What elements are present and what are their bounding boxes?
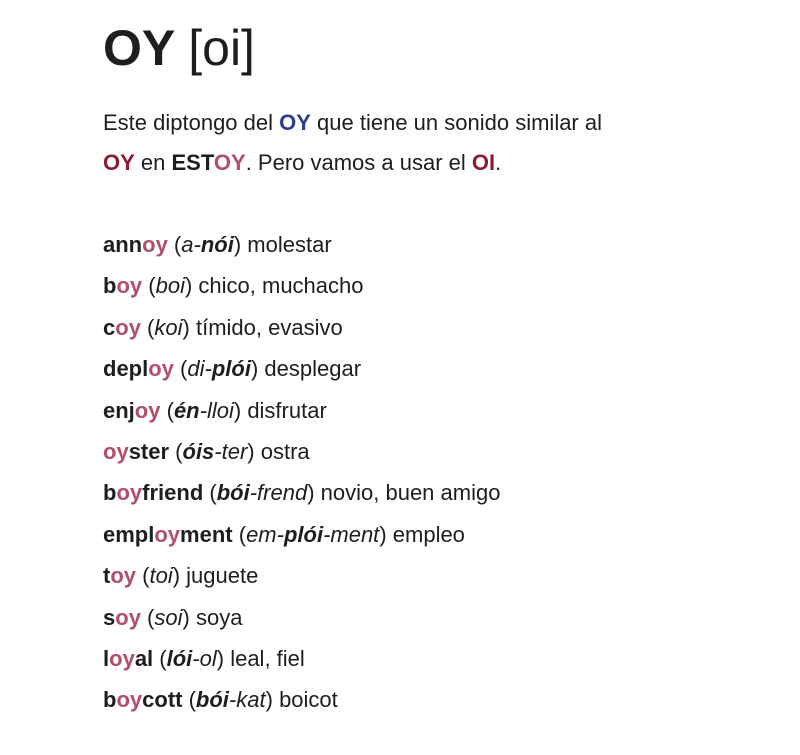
word-entry: loyal (lói-ol) leal, fiel — [103, 645, 305, 671]
syllable: a- — [181, 232, 201, 257]
stressed-syllable: én — [173, 397, 200, 423]
intro-highlight-oi: OI — [471, 150, 496, 175]
word-part-oy: oy — [110, 563, 137, 589]
syllable: -ol — [192, 645, 217, 671]
page-title — [103, 16, 255, 80]
stressed-syllable: plói — [211, 356, 251, 382]
syllable: -lloi — [199, 397, 234, 423]
word-part-oy: oy — [116, 687, 143, 713]
word-part: depl — [103, 356, 149, 382]
word-part-oy: oy — [109, 645, 135, 671]
word-part: cott — [142, 687, 183, 713]
stressed-syllable: lói — [166, 645, 193, 671]
word-part-oy: oy — [103, 438, 129, 464]
word-entry: oyster (óis-ter) ostra — [103, 438, 310, 464]
spanish-meaning: disfrutar — [247, 397, 327, 423]
english-word — [103, 605, 141, 630]
word-entry: boyfriend (bói-frend) novio, buen amigo — [103, 480, 501, 506]
spanish-meaning: soya — [195, 604, 243, 630]
intro-text: . Pero vamos a usar el — [245, 150, 472, 175]
english-word — [103, 522, 233, 547]
syllable: -kat — [228, 687, 266, 713]
intro-text: . — [495, 150, 502, 175]
pronunciation — [167, 646, 217, 671]
syllable: di- — [187, 356, 212, 382]
english-word — [103, 687, 182, 712]
word-part-oy: oy — [115, 604, 141, 630]
word-entry: enjoy (én-lloi) disfrutar — [103, 397, 327, 423]
word-entry: soy (soi) soya — [103, 604, 243, 630]
intro-highlight-oy: OY — [213, 150, 246, 175]
pronunciation — [196, 687, 266, 712]
pronunciation — [246, 522, 379, 547]
spanish-meaning: juguete — [186, 563, 259, 589]
english-word — [103, 646, 153, 671]
word-part: friend — [142, 480, 204, 506]
syllable: em- — [246, 521, 284, 547]
english-word — [103, 356, 174, 381]
spanish-meaning: leal, fiel — [230, 645, 305, 671]
stressed-syllable: bói — [195, 687, 229, 713]
spanish-meaning: desplegar — [264, 356, 362, 382]
word-entry: employment (em-plói-ment) empleo — [103, 521, 465, 547]
word-part: ann — [103, 232, 143, 257]
syllable: -frend — [249, 480, 308, 506]
word-part-oy: oy — [115, 314, 141, 340]
word-list — [103, 224, 500, 721]
intro-text: Este diptongo del — [103, 110, 280, 135]
english-word — [103, 439, 169, 464]
pronunciation — [149, 563, 172, 588]
word-part: s — [103, 604, 116, 630]
stressed-syllable: nói — [200, 232, 234, 257]
stressed-syllable: bói — [216, 480, 250, 506]
word-part: b — [103, 273, 117, 299]
syllable: toi — [149, 563, 173, 589]
spanish-meaning: boicot — [279, 687, 338, 713]
word-part: t — [103, 563, 111, 589]
intro-highlight-oy: OY — [279, 110, 311, 135]
word-part: c — [103, 314, 116, 340]
word-part-oy: oy — [148, 356, 174, 382]
spanish-meaning: empleo — [392, 521, 465, 547]
syllable: soi — [154, 604, 183, 630]
word-entry: coy (koi) tímido, evasivo — [103, 314, 343, 340]
intro-text: que tiene un sonido similar al — [310, 110, 602, 135]
pronunciation — [154, 315, 182, 340]
intro-paragraph — [103, 103, 602, 183]
english-word — [103, 315, 141, 340]
syllable: -ter — [214, 438, 248, 464]
pronunciation — [174, 398, 234, 423]
intro-text: en — [134, 150, 172, 175]
syllable: boi — [155, 273, 185, 299]
english-word — [103, 398, 160, 423]
pronunciation — [183, 439, 248, 464]
syllable: -ment — [323, 521, 380, 547]
word-entry: toy (toi) juguete — [103, 563, 259, 589]
word-part-oy: oy — [142, 232, 168, 257]
stressed-syllable: óis — [182, 438, 215, 464]
english-word — [103, 273, 142, 298]
word-part-oy: oy — [134, 397, 161, 423]
word-part: al — [134, 645, 154, 671]
pronunciation — [217, 480, 307, 505]
word-part: b — [103, 687, 117, 713]
syllable: koi — [154, 314, 183, 340]
word-part: ment — [180, 521, 233, 547]
spanish-meaning: molestar — [247, 232, 332, 257]
word-entry: boycott (bói-kat) boicot — [103, 687, 338, 713]
word-entry: annoy (a-nói) molestar — [103, 232, 332, 257]
word-part-oy: oy — [116, 480, 143, 506]
word-part-oy: oy — [116, 273, 143, 299]
word-part-oy: oy — [154, 521, 181, 547]
title-phonetic: [oi] — [188, 20, 255, 76]
word-part: empl — [103, 521, 155, 547]
word-part: enj — [103, 397, 135, 423]
english-word — [103, 563, 136, 588]
english-word — [103, 232, 168, 257]
word-entry: deploy (di-plói) desplegar — [103, 356, 362, 382]
pronunciation — [181, 232, 234, 257]
word-part: b — [103, 480, 117, 506]
spanish-meaning: novio, buen amigo — [320, 480, 501, 506]
spanish-meaning: ostra — [260, 438, 310, 464]
pronunciation — [187, 356, 251, 381]
title-diphthong: OY — [103, 20, 175, 76]
spanish-meaning: chico, muchacho — [198, 273, 364, 299]
word-part: ster — [128, 438, 170, 464]
word-part: l — [103, 645, 110, 671]
word-entry: boy (boi) chico, muchacho — [103, 273, 364, 299]
pronunciation — [154, 605, 182, 630]
pronunciation — [156, 273, 185, 298]
english-word — [103, 480, 203, 505]
spanish-meaning: tímido, evasivo — [195, 314, 343, 340]
intro-highlight-est: EST — [171, 150, 214, 175]
stressed-syllable: plói — [283, 521, 324, 547]
intro-highlight-oy: OY — [103, 150, 135, 175]
